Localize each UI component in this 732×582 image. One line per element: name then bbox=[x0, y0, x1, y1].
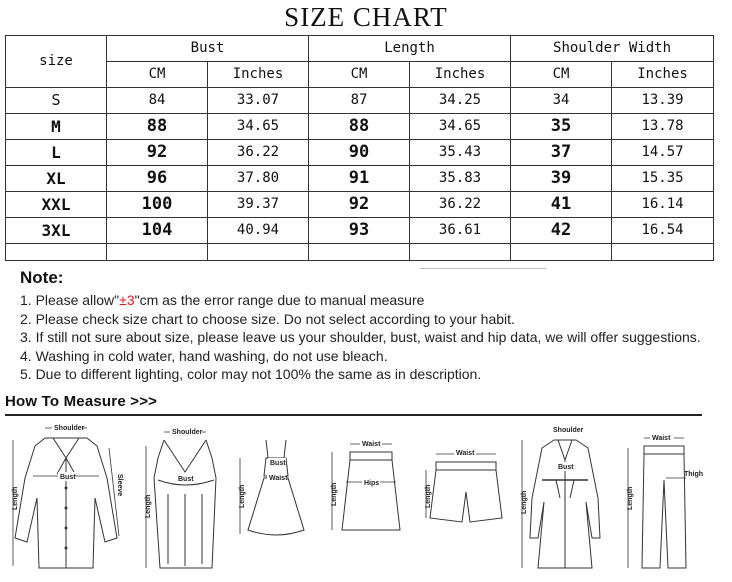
size-cell: XL bbox=[6, 166, 107, 192]
note-item: 4. Washing in cold water, hand washing, do not use bleach. bbox=[20, 347, 388, 364]
note-item: 3. If still not sure about size, please leave us your shoulder, bust, waist and hip data, we will offer suggestions. bbox=[20, 329, 701, 346]
table-cell: 41 bbox=[511, 192, 612, 218]
table-cell: 104 bbox=[107, 218, 208, 244]
table-row bbox=[6, 88, 714, 114]
table-cell: 93 bbox=[309, 218, 410, 244]
table-cell: 33.07 bbox=[208, 88, 309, 114]
table-cell: 39 bbox=[511, 166, 612, 192]
table-cell: 36.22 bbox=[410, 192, 511, 218]
note-item bbox=[20, 291, 701, 310]
size-cell: M bbox=[6, 114, 107, 140]
length-label: Length bbox=[12, 486, 19, 510]
empty-table-row bbox=[6, 244, 714, 261]
table-cell: 96 bbox=[107, 166, 208, 192]
unit-header: CM bbox=[107, 62, 208, 88]
empty-cell bbox=[107, 244, 208, 261]
size-cell: 3XL bbox=[6, 218, 107, 244]
table-cell: 16.54 bbox=[612, 218, 714, 244]
unit-header: CM bbox=[309, 62, 410, 88]
shoulder-label: Shoulder bbox=[172, 429, 203, 436]
size-cell: L bbox=[6, 140, 107, 166]
table-cell: 92 bbox=[107, 140, 208, 166]
note-item: 5. Due to different lighting, color may not 100% the same as in description. bbox=[20, 366, 482, 383]
size-cell: XXL bbox=[6, 192, 107, 218]
table-cell: 92 bbox=[309, 192, 410, 218]
length-label: Length bbox=[331, 482, 338, 506]
shoulder-width-header: Shoulder Width bbox=[511, 36, 714, 62]
note-text: 1. Please allow" bbox=[20, 292, 120, 308]
thigh-label: Thigh bbox=[684, 471, 704, 478]
table-cell: 37 bbox=[511, 140, 612, 166]
size-column-header: size bbox=[6, 36, 107, 88]
empty-cell bbox=[410, 244, 511, 261]
table-cell: 35.83 bbox=[410, 166, 511, 192]
unit-header: Inches bbox=[208, 62, 309, 88]
measure-illustrations bbox=[0, 418, 732, 582]
hips-label: Hips bbox=[364, 480, 380, 487]
length-label: Length bbox=[239, 484, 246, 508]
unit-header: Inches bbox=[612, 62, 714, 88]
empty-cell bbox=[511, 244, 612, 261]
table-cell: 42 bbox=[511, 218, 612, 244]
bust-label: Bust bbox=[558, 464, 574, 471]
table-cell: 14.57 bbox=[612, 140, 714, 166]
empty-cell bbox=[208, 244, 309, 261]
waist-label: Waist bbox=[456, 450, 475, 457]
divider bbox=[5, 414, 702, 416]
waist-label: Waist bbox=[362, 441, 381, 448]
table-header-row bbox=[6, 36, 714, 62]
shoulder-label: Shoulder bbox=[553, 427, 584, 434]
units-header-row bbox=[6, 62, 714, 88]
table-row bbox=[6, 166, 714, 192]
table-cell: 87 bbox=[309, 88, 410, 114]
note-title: Note: bbox=[20, 268, 64, 287]
table-cell: 15.35 bbox=[612, 166, 714, 192]
table-cell: 88 bbox=[309, 114, 410, 140]
unit-header: CM bbox=[511, 62, 612, 88]
how-to-measure-title: How To Measure >>> bbox=[5, 393, 158, 410]
dress-illustration bbox=[232, 418, 312, 580]
table-cell: 16.14 bbox=[612, 192, 714, 218]
length-label: Length bbox=[425, 484, 432, 508]
shorts-illustration bbox=[418, 418, 510, 580]
skirt-illustration bbox=[322, 418, 407, 580]
table-row bbox=[6, 114, 714, 140]
length-label: Length bbox=[145, 494, 152, 518]
table-row bbox=[6, 218, 714, 244]
table-cell: 13.39 bbox=[612, 88, 714, 114]
table-cell: 35 bbox=[511, 114, 612, 140]
table-cell: 37.80 bbox=[208, 166, 309, 192]
waist-label: Waist bbox=[269, 475, 288, 482]
note-list bbox=[20, 291, 701, 384]
table-cell: 84 bbox=[107, 88, 208, 114]
tank-top-illustration bbox=[136, 418, 226, 580]
table-cell: 100 bbox=[107, 192, 208, 218]
trousers-illustration bbox=[614, 418, 714, 580]
size-cell: S bbox=[6, 88, 107, 114]
length-label: Length bbox=[627, 486, 634, 510]
waist-label: Waist bbox=[652, 435, 671, 442]
table-cell: 91 bbox=[309, 166, 410, 192]
bust-label: Bust bbox=[178, 476, 194, 483]
empty-cell bbox=[6, 244, 107, 261]
table-cell: 34 bbox=[511, 88, 612, 114]
table-cell: 88 bbox=[107, 114, 208, 140]
empty-cell bbox=[309, 244, 410, 261]
blouse-illustration bbox=[5, 418, 130, 580]
coat-illustration bbox=[516, 418, 614, 580]
note-item: 2. Please check size chart to choose size. Do not select according to your habit. bbox=[20, 310, 515, 327]
table-cell: 40.94 bbox=[208, 218, 309, 244]
bust-label: Bust bbox=[270, 460, 286, 467]
table-cell: 34.25 bbox=[410, 88, 511, 114]
table-cell: 90 bbox=[309, 140, 410, 166]
page-title: SIZE CHART bbox=[284, 2, 448, 32]
length-label: Length bbox=[521, 490, 528, 514]
bust-header: Bust bbox=[107, 36, 309, 62]
empty-cell bbox=[612, 244, 714, 261]
note-text: "cm as the error range due to manual measure bbox=[134, 292, 425, 308]
size-chart-table bbox=[5, 35, 714, 261]
unit-header: Inches bbox=[410, 62, 511, 88]
table-cell: 39.37 bbox=[208, 192, 309, 218]
table-row bbox=[6, 192, 714, 218]
tolerance-value: ±3 bbox=[119, 292, 135, 308]
table-cell: 35.43 bbox=[410, 140, 511, 166]
table-cell: 34.65 bbox=[410, 114, 511, 140]
table-cell: 36.22 bbox=[208, 140, 309, 166]
table-cell: 13.78 bbox=[612, 114, 714, 140]
bust-label: Bust bbox=[60, 474, 76, 481]
divider bbox=[420, 268, 546, 269]
table-cell: 36.61 bbox=[410, 218, 511, 244]
sleeve-label: Sleeve bbox=[116, 474, 123, 497]
length-header: Length bbox=[309, 36, 511, 62]
table-row bbox=[6, 140, 714, 166]
shoulder-label: Shoulder bbox=[54, 425, 85, 432]
table-cell: 34.65 bbox=[208, 114, 309, 140]
